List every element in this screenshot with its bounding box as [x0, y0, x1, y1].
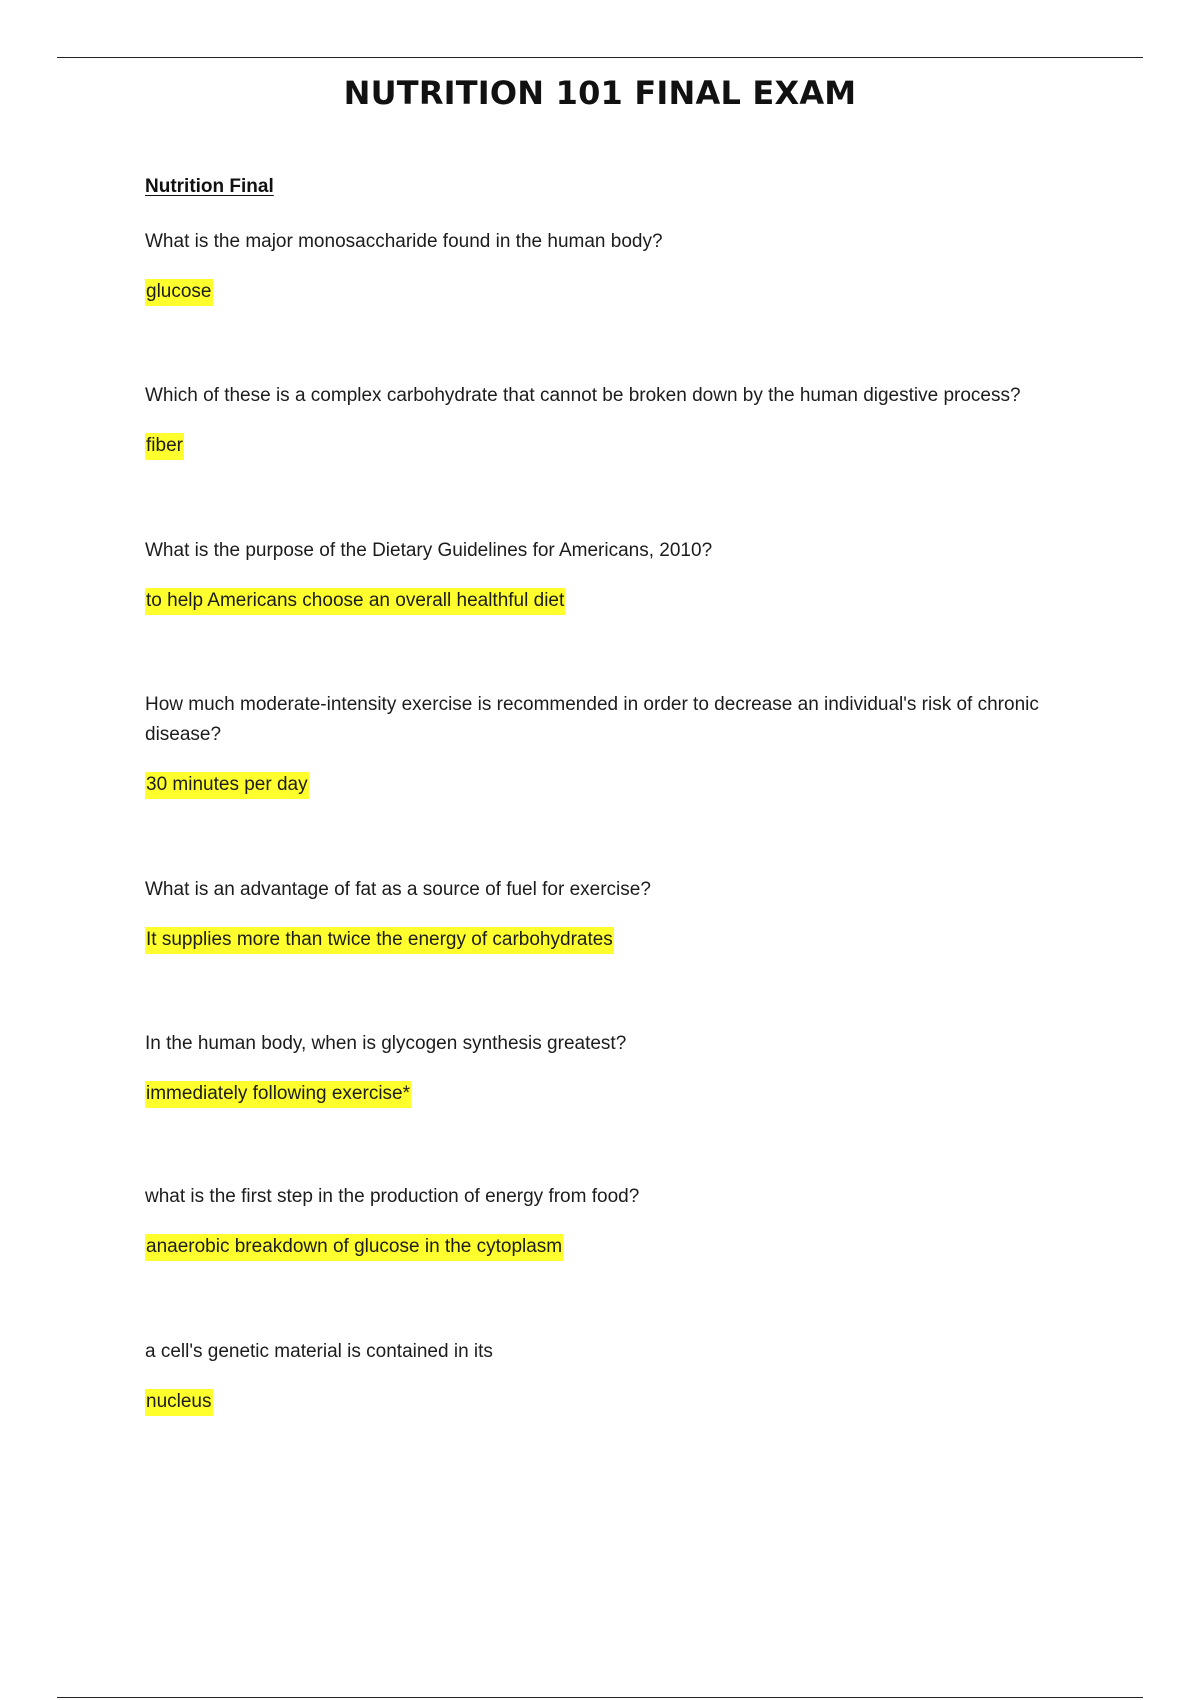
top-rule — [57, 57, 1143, 58]
answer-highlight: nucleus — [145, 1389, 213, 1416]
qa-item-6 — [145, 1029, 1095, 1110]
answer-highlight: anaerobic breakdown of glucose in the cytoplasm — [145, 1234, 563, 1261]
qa-item-1 — [145, 227, 1095, 308]
qa-item-5 — [145, 875, 1095, 956]
question-text: what is the first step in the production of energy from food? — [145, 1186, 640, 1207]
question-text: Which of these is a complex carbohydrate that cannot be broken down by the human digestive process? — [145, 385, 1021, 406]
qa-item-3 — [145, 536, 1095, 617]
question-text: How much moderate-intensity exercise is recommended in order to decrease an individual's risk of chronic disease? — [145, 694, 1039, 745]
qa-item-4 — [145, 690, 1095, 801]
answer-highlight: immediately following exercise* — [145, 1081, 411, 1108]
answer-highlight: fiber — [145, 433, 184, 460]
question-text: In the human body, when is glycogen synthesis greatest? — [145, 1033, 627, 1054]
answer-highlight: It supplies more than twice the energy of carbohydrates — [145, 927, 614, 954]
question-text: What is the purpose of the Dietary Guidelines for Americans, 2010? — [145, 540, 713, 561]
question-text: a cell's genetic material is contained in its — [145, 1341, 493, 1362]
bottom-rule — [57, 1697, 1143, 1698]
question-text: What is the major monosaccharide found in the human body? — [145, 231, 663, 252]
answer-highlight: glucose — [145, 279, 213, 306]
qa-item-7 — [145, 1182, 1095, 1263]
qa-item-8 — [145, 1337, 1095, 1418]
answer-highlight: 30 minutes per day — [145, 772, 309, 799]
qa-item-2 — [145, 381, 1095, 462]
document-title: NUTRITION 101 FINAL EXAM — [343, 74, 857, 112]
question-text: What is an advantage of fat as a source of fuel for exercise? — [145, 879, 651, 900]
answer-highlight: to help Americans choose an overall healthful diet — [145, 588, 565, 615]
section-heading: Nutrition Final — [145, 176, 274, 197]
